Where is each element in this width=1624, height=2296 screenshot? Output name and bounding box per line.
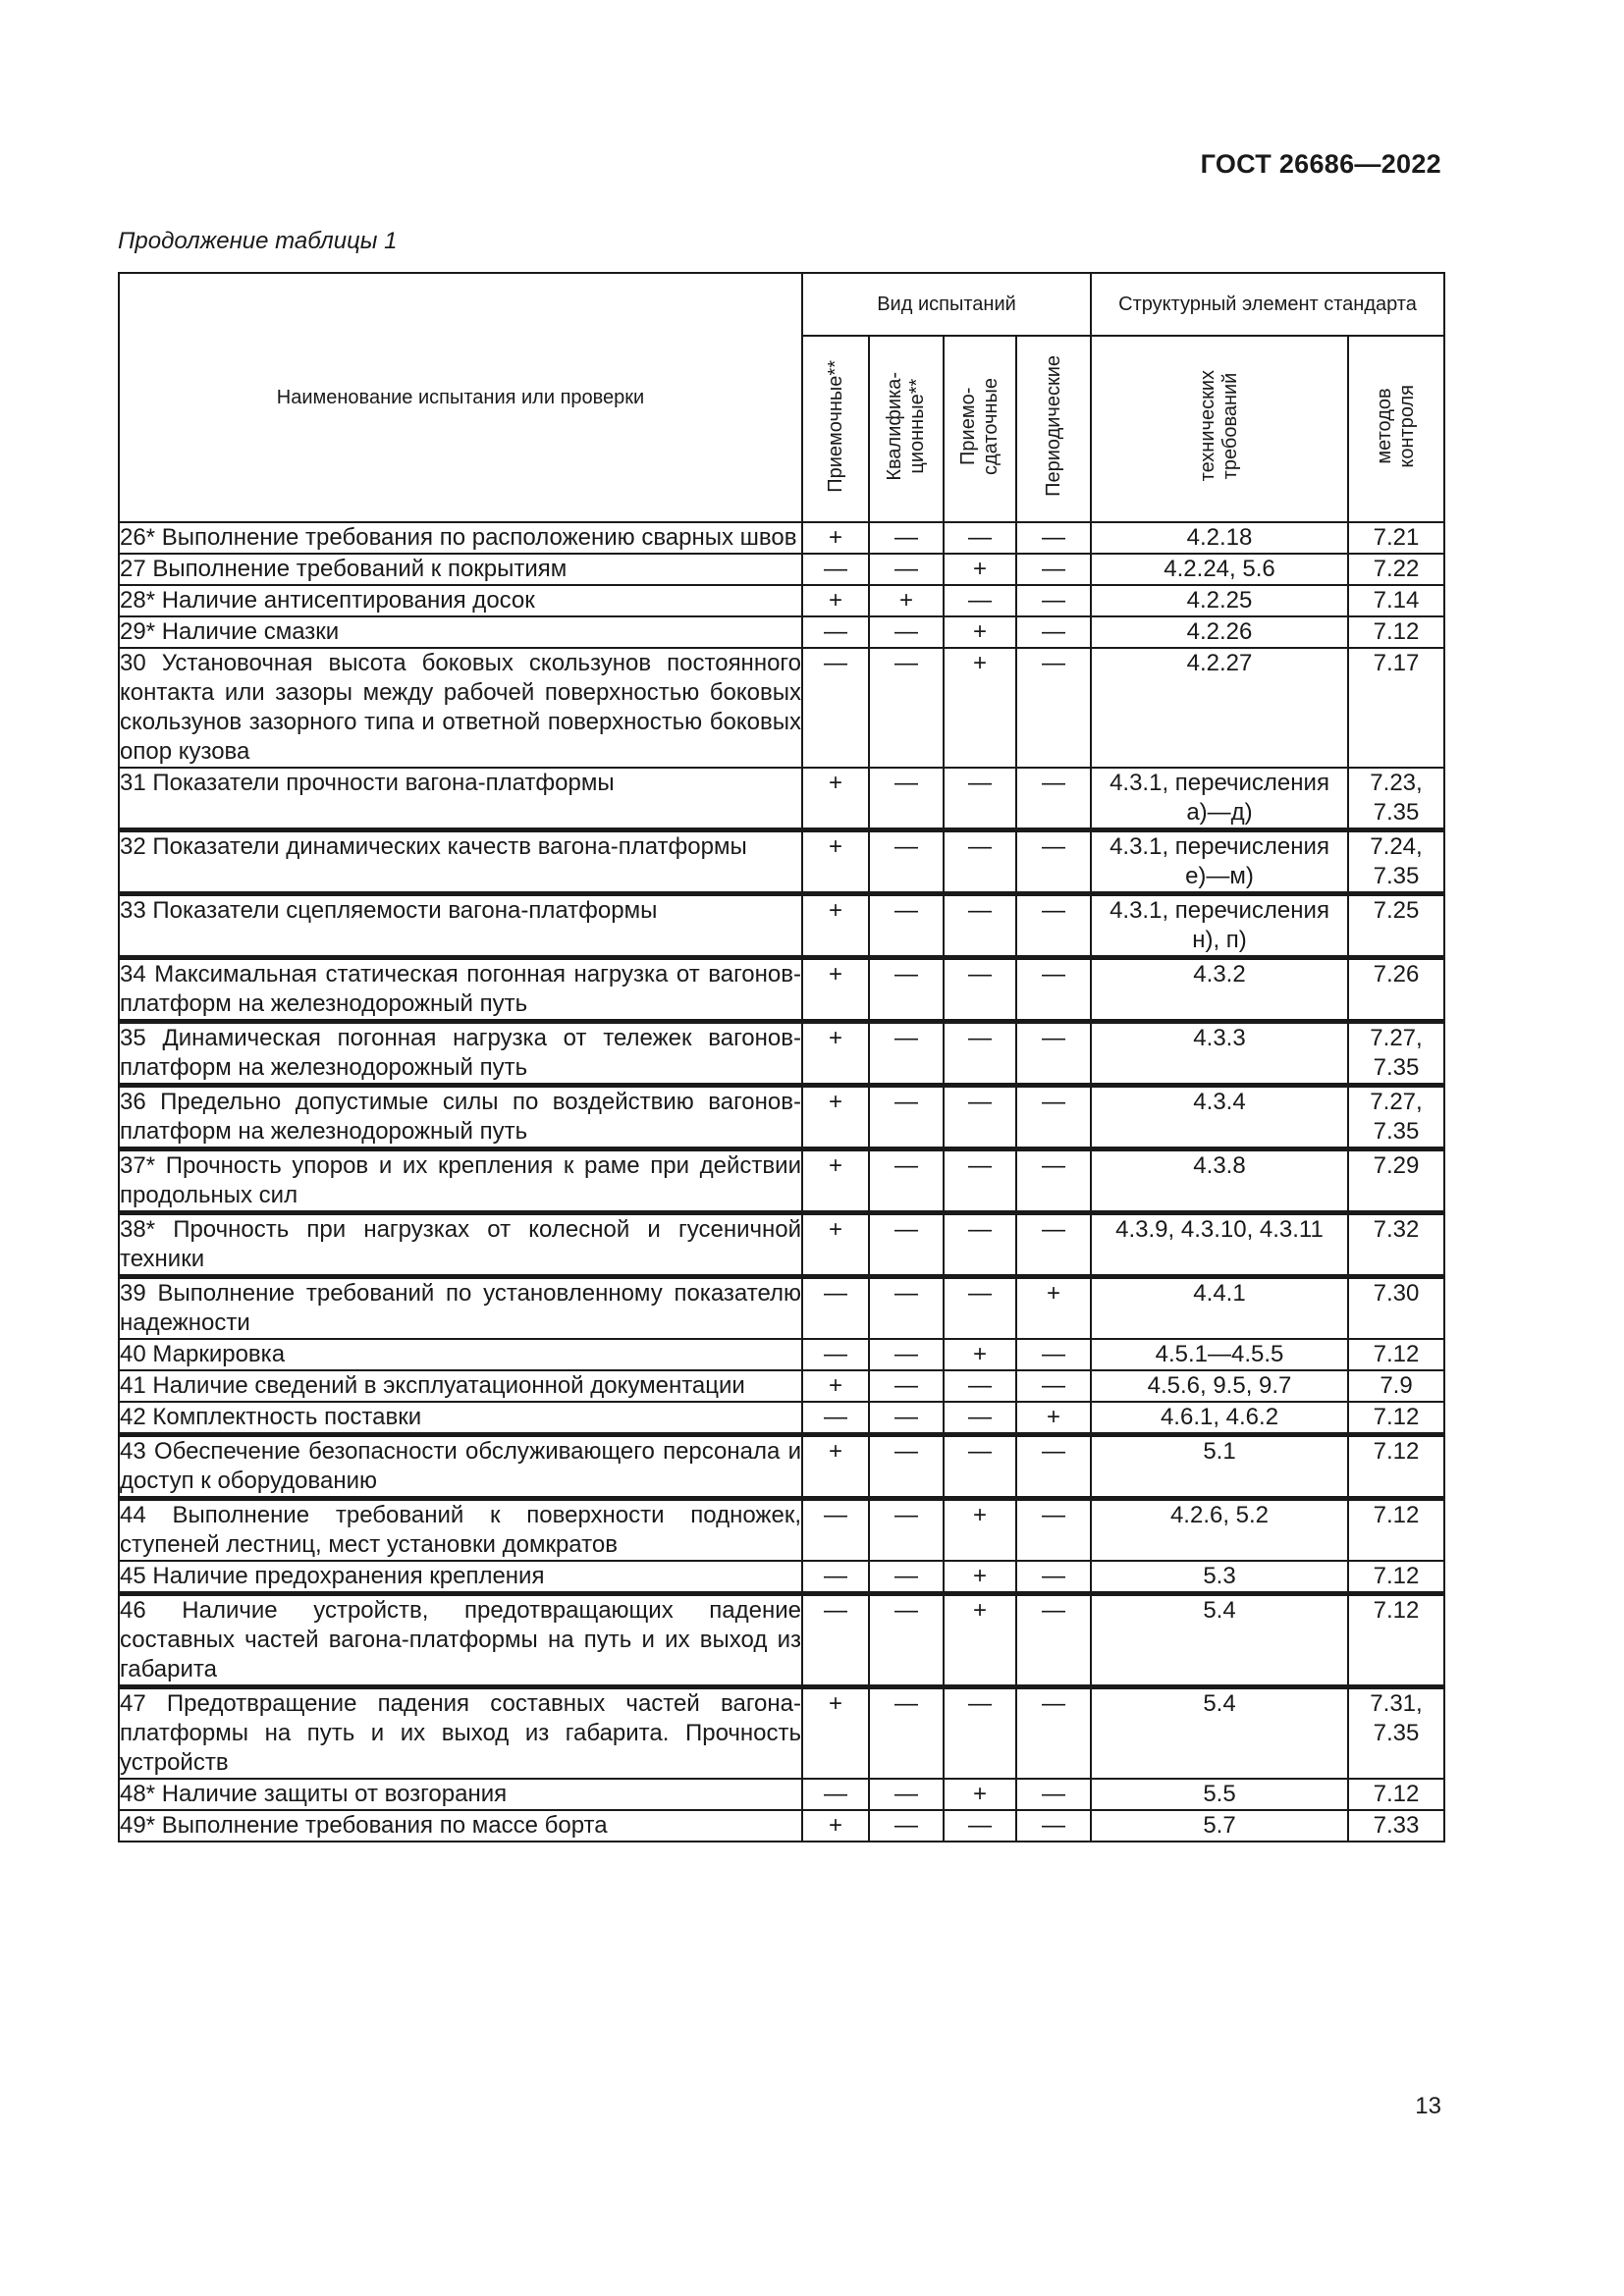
- table-row: [119, 1213, 1444, 1277]
- acceptance-cell: —: [802, 1779, 869, 1810]
- periodic-cell: —: [1016, 830, 1091, 894]
- header-test-type: Вид испытаний: [802, 273, 1091, 336]
- qualification-cell: —: [869, 958, 944, 1022]
- qualification-cell: —: [869, 1149, 944, 1213]
- acceptance-cell: +: [802, 1435, 869, 1499]
- control-method-cell: 7.12: [1348, 616, 1444, 648]
- header-acceptance: Приемочные**: [802, 336, 869, 522]
- acceptance-cell: —: [802, 1339, 869, 1370]
- test-name-cell: 37* Прочность упоров и их крепления к раме при действии продольных сил: [119, 1149, 802, 1213]
- test-name-cell: 31 Показатели прочности вагона-платформы: [119, 768, 802, 830]
- technical-requirement-cell: 4.3.1, перечисления н), п): [1091, 894, 1348, 958]
- delivery-acceptance-cell: —: [944, 1086, 1016, 1149]
- qualification-cell: —: [869, 648, 944, 768]
- periodic-cell: —: [1016, 1810, 1091, 1842]
- technical-requirement-cell: 4.2.27: [1091, 648, 1348, 768]
- table-row: [119, 894, 1444, 958]
- periodic-cell: —: [1016, 1561, 1091, 1594]
- technical-requirement-cell: 4.6.1, 4.6.2: [1091, 1402, 1348, 1435]
- technical-requirement-cell: 4.3.2: [1091, 958, 1348, 1022]
- periodic-cell: —: [1016, 1499, 1091, 1562]
- delivery-acceptance-cell: —: [944, 830, 1016, 894]
- control-method-cell: 7.9: [1348, 1370, 1444, 1402]
- control-method-cell: 7.12: [1348, 1594, 1444, 1687]
- acceptance-cell: +: [802, 522, 869, 554]
- periodic-cell: —: [1016, 894, 1091, 958]
- delivery-acceptance-cell: +: [944, 1499, 1016, 1562]
- technical-requirement-cell: 4.4.1: [1091, 1277, 1348, 1340]
- control-method-cell: 7.14: [1348, 585, 1444, 616]
- table-row: [119, 554, 1444, 585]
- test-name-cell: 27 Выполнение требований к покрытиям: [119, 554, 802, 585]
- test-name-cell: 42 Комплектность поставки: [119, 1402, 802, 1435]
- control-method-cell: 7.21: [1348, 522, 1444, 554]
- document-standard-header: ГОСТ 26686—2022: [1200, 149, 1441, 179]
- technical-requirement-cell: 5.7: [1091, 1810, 1348, 1842]
- technical-requirement-cell: 4.3.1, перечисления е)—м): [1091, 830, 1348, 894]
- periodic-cell: —: [1016, 1370, 1091, 1402]
- technical-requirement-cell: 5.4: [1091, 1594, 1348, 1687]
- table-row: [119, 1561, 1444, 1594]
- table-caption: Продолжение таблицы 1: [118, 228, 398, 254]
- qualification-cell: —: [869, 1561, 944, 1594]
- table-row: [119, 616, 1444, 648]
- qualification-cell: —: [869, 1499, 944, 1562]
- delivery-acceptance-cell: +: [944, 648, 1016, 768]
- test-name-cell: 33 Показатели сцепляемости вагона-платформы: [119, 894, 802, 958]
- acceptance-cell: —: [802, 648, 869, 768]
- qualification-cell: —: [869, 554, 944, 585]
- table-row: [119, 1810, 1444, 1842]
- qualification-cell: —: [869, 1022, 944, 1086]
- technical-requirement-cell: 4.2.25: [1091, 585, 1348, 616]
- technical-requirement-cell: 4.3.1, перечисления а)—д): [1091, 768, 1348, 830]
- acceptance-cell: +: [802, 1022, 869, 1086]
- table-row: [119, 522, 1444, 554]
- acceptance-cell: +: [802, 958, 869, 1022]
- test-name-cell: 47 Предотвращение падения составных частей вагона-платформы на путь и их выход из габарита. Прочность устройств: [119, 1687, 802, 1780]
- periodic-cell: —: [1016, 1779, 1091, 1810]
- control-method-cell: 7.32: [1348, 1213, 1444, 1277]
- test-name-cell: 26* Выполнение требования по расположению сварных швов: [119, 522, 802, 554]
- table-row: [119, 958, 1444, 1022]
- technical-requirement-cell: 4.3.3: [1091, 1022, 1348, 1086]
- table-row: [119, 1402, 1444, 1435]
- periodic-cell: +: [1016, 1402, 1091, 1435]
- test-name-cell: 32 Показатели динамических качеств вагона-платформы: [119, 830, 802, 894]
- periodic-cell: —: [1016, 522, 1091, 554]
- table-row: [119, 1594, 1444, 1687]
- delivery-acceptance-cell: —: [944, 894, 1016, 958]
- header-qualification: Квалифика- ционные**: [869, 336, 944, 522]
- qualification-cell: —: [869, 894, 944, 958]
- delivery-acceptance-cell: —: [944, 1810, 1016, 1842]
- control-method-cell: 7.30: [1348, 1277, 1444, 1340]
- acceptance-cell: —: [802, 1402, 869, 1435]
- acceptance-cell: —: [802, 1499, 869, 1562]
- delivery-acceptance-cell: +: [944, 1339, 1016, 1370]
- test-name-cell: 28* Наличие антисептирования досок: [119, 585, 802, 616]
- delivery-acceptance-cell: +: [944, 1779, 1016, 1810]
- control-method-cell: 7.33: [1348, 1810, 1444, 1842]
- control-method-cell: 7.12: [1348, 1779, 1444, 1810]
- qualification-cell: —: [869, 1594, 944, 1687]
- test-name-cell: 35 Динамическая погонная нагрузка от тележек вагонов-платформ на железнодорожный путь: [119, 1022, 802, 1086]
- acceptance-cell: +: [802, 894, 869, 958]
- control-method-cell: 7.26: [1348, 958, 1444, 1022]
- header-control-methods: методов контроля: [1348, 336, 1444, 522]
- periodic-cell: —: [1016, 1149, 1091, 1213]
- acceptance-cell: +: [802, 830, 869, 894]
- acceptance-cell: —: [802, 1277, 869, 1340]
- test-name-cell: 34 Максимальная статическая погонная нагрузка от вагонов-платформ на железнодорожный путь: [119, 958, 802, 1022]
- delivery-acceptance-cell: +: [944, 1561, 1016, 1594]
- periodic-cell: —: [1016, 1213, 1091, 1277]
- table-row: [119, 1370, 1444, 1402]
- qualification-cell: —: [869, 1370, 944, 1402]
- periodic-cell: —: [1016, 554, 1091, 585]
- table-row: [119, 1022, 1444, 1086]
- test-name-cell: 45 Наличие предохранения крепления: [119, 1561, 802, 1594]
- control-method-cell: 7.29: [1348, 1149, 1444, 1213]
- header-delivery-acceptance: Приемо- сдаточные: [944, 336, 1016, 522]
- periodic-cell: —: [1016, 1086, 1091, 1149]
- technical-requirement-cell: 4.2.6, 5.2: [1091, 1499, 1348, 1562]
- table-row: [119, 1339, 1444, 1370]
- periodic-cell: —: [1016, 585, 1091, 616]
- test-table: [118, 272, 1445, 1842]
- control-method-cell: 7.22: [1348, 554, 1444, 585]
- delivery-acceptance-cell: +: [944, 554, 1016, 585]
- test-name-cell: 43 Обеспечение безопасности обслуживающего персонала и доступ к оборудованию: [119, 1435, 802, 1499]
- test-name-cell: 41 Наличие сведений в эксплуатационной документации: [119, 1370, 802, 1402]
- test-name-cell: 44 Выполнение требований к поверхности подножек, ступеней лестниц, мест установки домкратов: [119, 1499, 802, 1562]
- periodic-cell: —: [1016, 616, 1091, 648]
- table-row: [119, 1499, 1444, 1562]
- qualification-cell: —: [869, 1402, 944, 1435]
- delivery-acceptance-cell: —: [944, 1277, 1016, 1340]
- control-method-cell: 7.12: [1348, 1561, 1444, 1594]
- table-row: [119, 830, 1444, 894]
- qualification-cell: —: [869, 1277, 944, 1340]
- acceptance-cell: +: [802, 1370, 869, 1402]
- control-method-cell: 7.27, 7.35: [1348, 1022, 1444, 1086]
- table-row: [119, 1687, 1444, 1780]
- table-row: [119, 1149, 1444, 1213]
- table-row: [119, 585, 1444, 616]
- technical-requirement-cell: 4.3.8: [1091, 1149, 1348, 1213]
- test-name-cell: 39 Выполнение требований по установленному показателю надежности: [119, 1277, 802, 1340]
- acceptance-cell: +: [802, 1086, 869, 1149]
- technical-requirement-cell: 4.2.26: [1091, 616, 1348, 648]
- test-name-cell: 46 Наличие устройств, предотвращающих падение составных частей вагона-платформы на путь и их выход из габарита: [119, 1594, 802, 1687]
- qualification-cell: —: [869, 1213, 944, 1277]
- acceptance-cell: +: [802, 585, 869, 616]
- qualification-cell: +: [869, 585, 944, 616]
- delivery-acceptance-cell: +: [944, 616, 1016, 648]
- technical-requirement-cell: 5.5: [1091, 1779, 1348, 1810]
- qualification-cell: —: [869, 1687, 944, 1780]
- header-structural-element: Структурный элемент стандарта: [1091, 273, 1444, 336]
- control-method-cell: 7.31, 7.35: [1348, 1687, 1444, 1780]
- test-name-cell: 29* Наличие смазки: [119, 616, 802, 648]
- periodic-cell: —: [1016, 648, 1091, 768]
- control-method-cell: 7.12: [1348, 1339, 1444, 1370]
- delivery-acceptance-cell: —: [944, 768, 1016, 830]
- periodic-cell: +: [1016, 1277, 1091, 1340]
- acceptance-cell: +: [802, 1213, 869, 1277]
- table-row: [119, 1277, 1444, 1340]
- test-name-cell: 49* Выполнение требования по массе борта: [119, 1810, 802, 1842]
- qualification-cell: —: [869, 616, 944, 648]
- qualification-cell: —: [869, 522, 944, 554]
- header-periodic: Периодические: [1016, 336, 1091, 522]
- table-row: [119, 768, 1444, 830]
- table-row: [119, 648, 1444, 768]
- test-name-cell: 36 Предельно допустимые силы по воздействию вагонов-платформ на железнодорожный путь: [119, 1086, 802, 1149]
- acceptance-cell: +: [802, 1810, 869, 1842]
- header-technical-requirements: технических требований: [1091, 336, 1348, 522]
- technical-requirement-cell: 4.2.24, 5.6: [1091, 554, 1348, 585]
- table-row: [119, 1779, 1444, 1810]
- technical-requirement-cell: 4.3.9, 4.3.10, 4.3.11: [1091, 1213, 1348, 1277]
- technical-requirement-cell: 4.5.1—4.5.5: [1091, 1339, 1348, 1370]
- qualification-cell: —: [869, 1086, 944, 1149]
- delivery-acceptance-cell: —: [944, 1370, 1016, 1402]
- control-method-cell: 7.24, 7.35: [1348, 830, 1444, 894]
- qualification-cell: —: [869, 768, 944, 830]
- periodic-cell: —: [1016, 1022, 1091, 1086]
- header-test-name: Наименование испытания или проверки: [119, 273, 802, 522]
- delivery-acceptance-cell: —: [944, 522, 1016, 554]
- acceptance-cell: —: [802, 1594, 869, 1687]
- periodic-cell: —: [1016, 958, 1091, 1022]
- delivery-acceptance-cell: —: [944, 585, 1016, 616]
- delivery-acceptance-cell: —: [944, 1402, 1016, 1435]
- delivery-acceptance-cell: —: [944, 1213, 1016, 1277]
- control-method-cell: 7.27, 7.35: [1348, 1086, 1444, 1149]
- technical-requirement-cell: 4.5.6, 9.5, 9.7: [1091, 1370, 1348, 1402]
- test-name-cell: 48* Наличие защиты от возгорания: [119, 1779, 802, 1810]
- qualification-cell: —: [869, 830, 944, 894]
- technical-requirement-cell: 4.3.4: [1091, 1086, 1348, 1149]
- table-row: [119, 1086, 1444, 1149]
- delivery-acceptance-cell: —: [944, 1022, 1016, 1086]
- periodic-cell: —: [1016, 1594, 1091, 1687]
- control-method-cell: 7.25: [1348, 894, 1444, 958]
- qualification-cell: —: [869, 1810, 944, 1842]
- acceptance-cell: —: [802, 554, 869, 585]
- periodic-cell: —: [1016, 768, 1091, 830]
- delivery-acceptance-cell: +: [944, 1594, 1016, 1687]
- control-method-cell: 7.12: [1348, 1435, 1444, 1499]
- qualification-cell: —: [869, 1779, 944, 1810]
- periodic-cell: —: [1016, 1435, 1091, 1499]
- test-name-cell: 38* Прочность при нагрузках от колесной и гусеничной техники: [119, 1213, 802, 1277]
- page-number: 13: [1415, 2093, 1441, 2119]
- acceptance-cell: —: [802, 1561, 869, 1594]
- periodic-cell: —: [1016, 1687, 1091, 1780]
- qualification-cell: —: [869, 1435, 944, 1499]
- periodic-cell: —: [1016, 1339, 1091, 1370]
- table-row: [119, 1435, 1444, 1499]
- technical-requirement-cell: 5.1: [1091, 1435, 1348, 1499]
- delivery-acceptance-cell: —: [944, 1435, 1016, 1499]
- control-method-cell: 7.12: [1348, 1402, 1444, 1435]
- test-name-cell: 30 Установочная высота боковых скользунов постоянного контакта или зазоры между рабочей поверхностью боковых скользунов зазорного типа и ответной поверхностью боковых опор кузова: [119, 648, 802, 768]
- technical-requirement-cell: 5.3: [1091, 1561, 1348, 1594]
- acceptance-cell: +: [802, 1149, 869, 1213]
- acceptance-cell: +: [802, 1687, 869, 1780]
- control-method-cell: 7.17: [1348, 648, 1444, 768]
- control-method-cell: 7.23, 7.35: [1348, 768, 1444, 830]
- technical-requirement-cell: 4.2.18: [1091, 522, 1348, 554]
- delivery-acceptance-cell: —: [944, 1687, 1016, 1780]
- control-method-cell: 7.12: [1348, 1499, 1444, 1562]
- delivery-acceptance-cell: —: [944, 1149, 1016, 1213]
- delivery-acceptance-cell: —: [944, 958, 1016, 1022]
- qualification-cell: —: [869, 1339, 944, 1370]
- test-name-cell: 40 Маркировка: [119, 1339, 802, 1370]
- acceptance-cell: +: [802, 768, 869, 830]
- technical-requirement-cell: 5.4: [1091, 1687, 1348, 1780]
- table-body: [119, 522, 1444, 1842]
- acceptance-cell: —: [802, 616, 869, 648]
